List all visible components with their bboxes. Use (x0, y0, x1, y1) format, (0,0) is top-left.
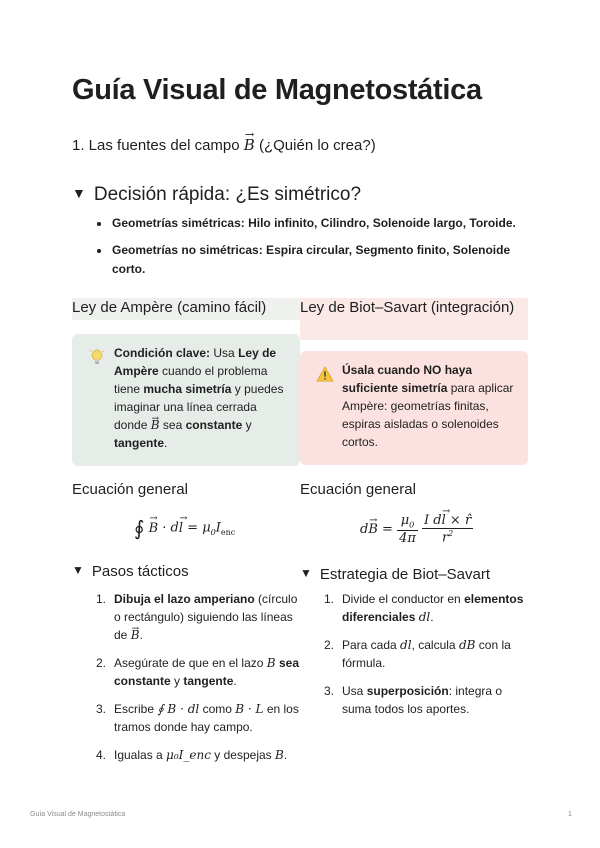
footer-title: Guía Visual de Magnetostática (30, 811, 126, 818)
biot-steps-list (324, 590, 534, 728)
biot-step-2-symbol: dl (400, 638, 412, 652)
biot-step-3-text2: : integra o suma todos los aportes. (342, 684, 503, 716)
ampere-step-3-expr2: B · L (235, 702, 264, 716)
ampere-eq-title: Ecuación general (72, 481, 188, 498)
biot-eq-title: Ecuación general (300, 481, 416, 498)
ampere-callout-t9: constante (185, 418, 243, 432)
section-1-symbol: → B (244, 136, 255, 154)
ampere-step-2-text2: y (174, 674, 181, 688)
ampere-step-2-bold2: tangente (183, 674, 234, 688)
biot-step-1 (324, 590, 534, 626)
biot-step-3-text: Usa (342, 684, 364, 698)
biot-step-2-text2: , calcula (411, 638, 456, 652)
ampere-step-1 (96, 590, 300, 644)
ampere-step-3-text: Escribe (114, 702, 155, 716)
ampere-step-3-text2: como (202, 702, 232, 716)
ampere-callout-t3: Ley de Ampère (114, 346, 277, 378)
ampere-step-1-text: (círculo o rectángulo) siguiendo las líneas de (114, 592, 298, 642)
biot-step-2 (324, 636, 534, 672)
ampere-step-4-text2: y despejas (214, 748, 272, 762)
ampere-steps-title: Pasos tácticos (91, 563, 189, 580)
ampere-callout-t6: y puedes imaginar una línea cerrada donde (114, 382, 284, 432)
ampere-step-2 (96, 654, 300, 690)
biot-step-1-text: Divide el conductor en (342, 592, 461, 606)
biot-header: Ley de Biot–Savart (integración) (300, 298, 528, 340)
page-title: Guía Visual de Magnetostática (72, 74, 482, 106)
ampere-step-1-number: 1. (96, 592, 107, 606)
ampere-step-2-number: 2. (96, 656, 107, 670)
decision-bullet-1: Geometrías simétricas: Hilo infinito, Cilindro, Solenoide largo, Toroide. (94, 214, 534, 233)
ampere-step-4-symbol: B (275, 748, 284, 762)
section-1-suffix: (¿Quién lo crea?) (258, 137, 376, 154)
biot-step-2-number: 2. (324, 638, 335, 652)
biot-step-2-symbol2: dB (458, 638, 476, 652)
biot-step-3-bold: superposición (366, 684, 449, 698)
ampere-callout-t12: . (164, 436, 168, 450)
biot-callout-text: para aplicar Ampère: geometrías finitas, espiras aisladas o solenoides cortos. (342, 381, 514, 449)
ampere-step-4-end: . (283, 748, 288, 762)
ampere-column (72, 298, 300, 320)
ampere-step-3-text3: en los tramos donde hay campo. (114, 702, 299, 734)
section-1-heading (72, 136, 376, 154)
ampere-step-1-end: . (139, 628, 143, 642)
biot-callout (300, 351, 528, 465)
decision-toggle[interactable] (72, 184, 361, 206)
decision-list (94, 214, 534, 287)
biot-step-1-symbol: dl (418, 610, 431, 624)
warning-icon (316, 365, 334, 383)
ampere-step-2-text: Asegúrate de que en el lazo (114, 656, 264, 670)
ampere-step-3-number: 3. (96, 702, 107, 716)
ampere-steps-list (96, 590, 300, 774)
biot-callout-bold: Úsala cuando NO haya suficiente simetría (342, 363, 473, 395)
ampere-step-4-text: Igualas a (114, 748, 163, 762)
ampere-callout (72, 334, 300, 466)
ampere-callout-t5: mucha simetría (143, 382, 232, 396)
biot-column (300, 298, 528, 340)
ampere-header: Ley de Ampère (camino fácil) (72, 298, 300, 320)
ampere-step-2-bold: sea constante (114, 656, 299, 688)
ampere-equation: ∮ → $B \cdot d\to l = \mu_0I_{enc}$ (134, 516, 235, 540)
biot-steps-toggle[interactable] (300, 566, 490, 583)
ampere-step-4 (96, 746, 300, 764)
ampere-step-2-symbol: B (266, 656, 276, 670)
ampere-step-4-number: 4. (96, 748, 107, 762)
ampere-step-1-bold: Dibuja el lazo amperiano (114, 592, 255, 606)
decision-bullet-2: Geometrías no simétricas: Espira circular, Segmento finito, Solenoide corto. (94, 241, 534, 279)
triangle-down-icon: ▼ (72, 563, 84, 577)
biot-steps-title: Estrategia de Biot–Savart (319, 566, 490, 583)
biot-step-1-bold: elementos diferenciales (342, 592, 524, 624)
decision-heading: Decisión rápida: ¿Es simétrico? (93, 184, 362, 205)
ampere-step-3 (96, 700, 300, 736)
ampere-callout-t4: cuando el problema tiene (114, 364, 268, 396)
biot-step-3-number: 3. (324, 684, 335, 698)
biot-step-1-end: . (430, 610, 434, 624)
biot-step-3 (324, 682, 534, 718)
biot-step-2-text3: con la fórmula. (342, 638, 511, 670)
triangle-down-icon: ▼ (72, 185, 86, 201)
ampere-step-1-symbol: → B (131, 626, 140, 644)
ampere-step-2-end: . (233, 674, 237, 688)
ampere-steps-toggle[interactable] (72, 563, 189, 580)
biot-step-2-text: Para cada (342, 638, 397, 652)
biot-equation: d→ B = $\frac{\mu_0}{4\pi}$ $\frac{\text{I d→ l × r̂}}{r^2}$ (360, 513, 473, 546)
ampere-callout-t8: sea (162, 418, 183, 432)
ampere-callout-t2: Usa (213, 346, 235, 360)
biot-step-1-number: 1. (324, 592, 335, 606)
section-1-prefix: 1. Las fuentes del campo (72, 137, 240, 154)
ampere-callout-t10: y (245, 418, 252, 432)
ampere-callout-t11: tangente (114, 436, 165, 450)
ampere-callout-b: → B (151, 416, 160, 434)
ampere-step-4-expr: μ₀I_enc (166, 748, 211, 762)
page-number: 1 (568, 811, 572, 818)
triangle-down-icon: ▼ (300, 566, 312, 580)
ampere-callout-t1: Condición clave: (114, 346, 211, 360)
ampere-step-3-expr: ∮ B · dl (157, 702, 200, 716)
lightbulb-icon (88, 348, 106, 366)
